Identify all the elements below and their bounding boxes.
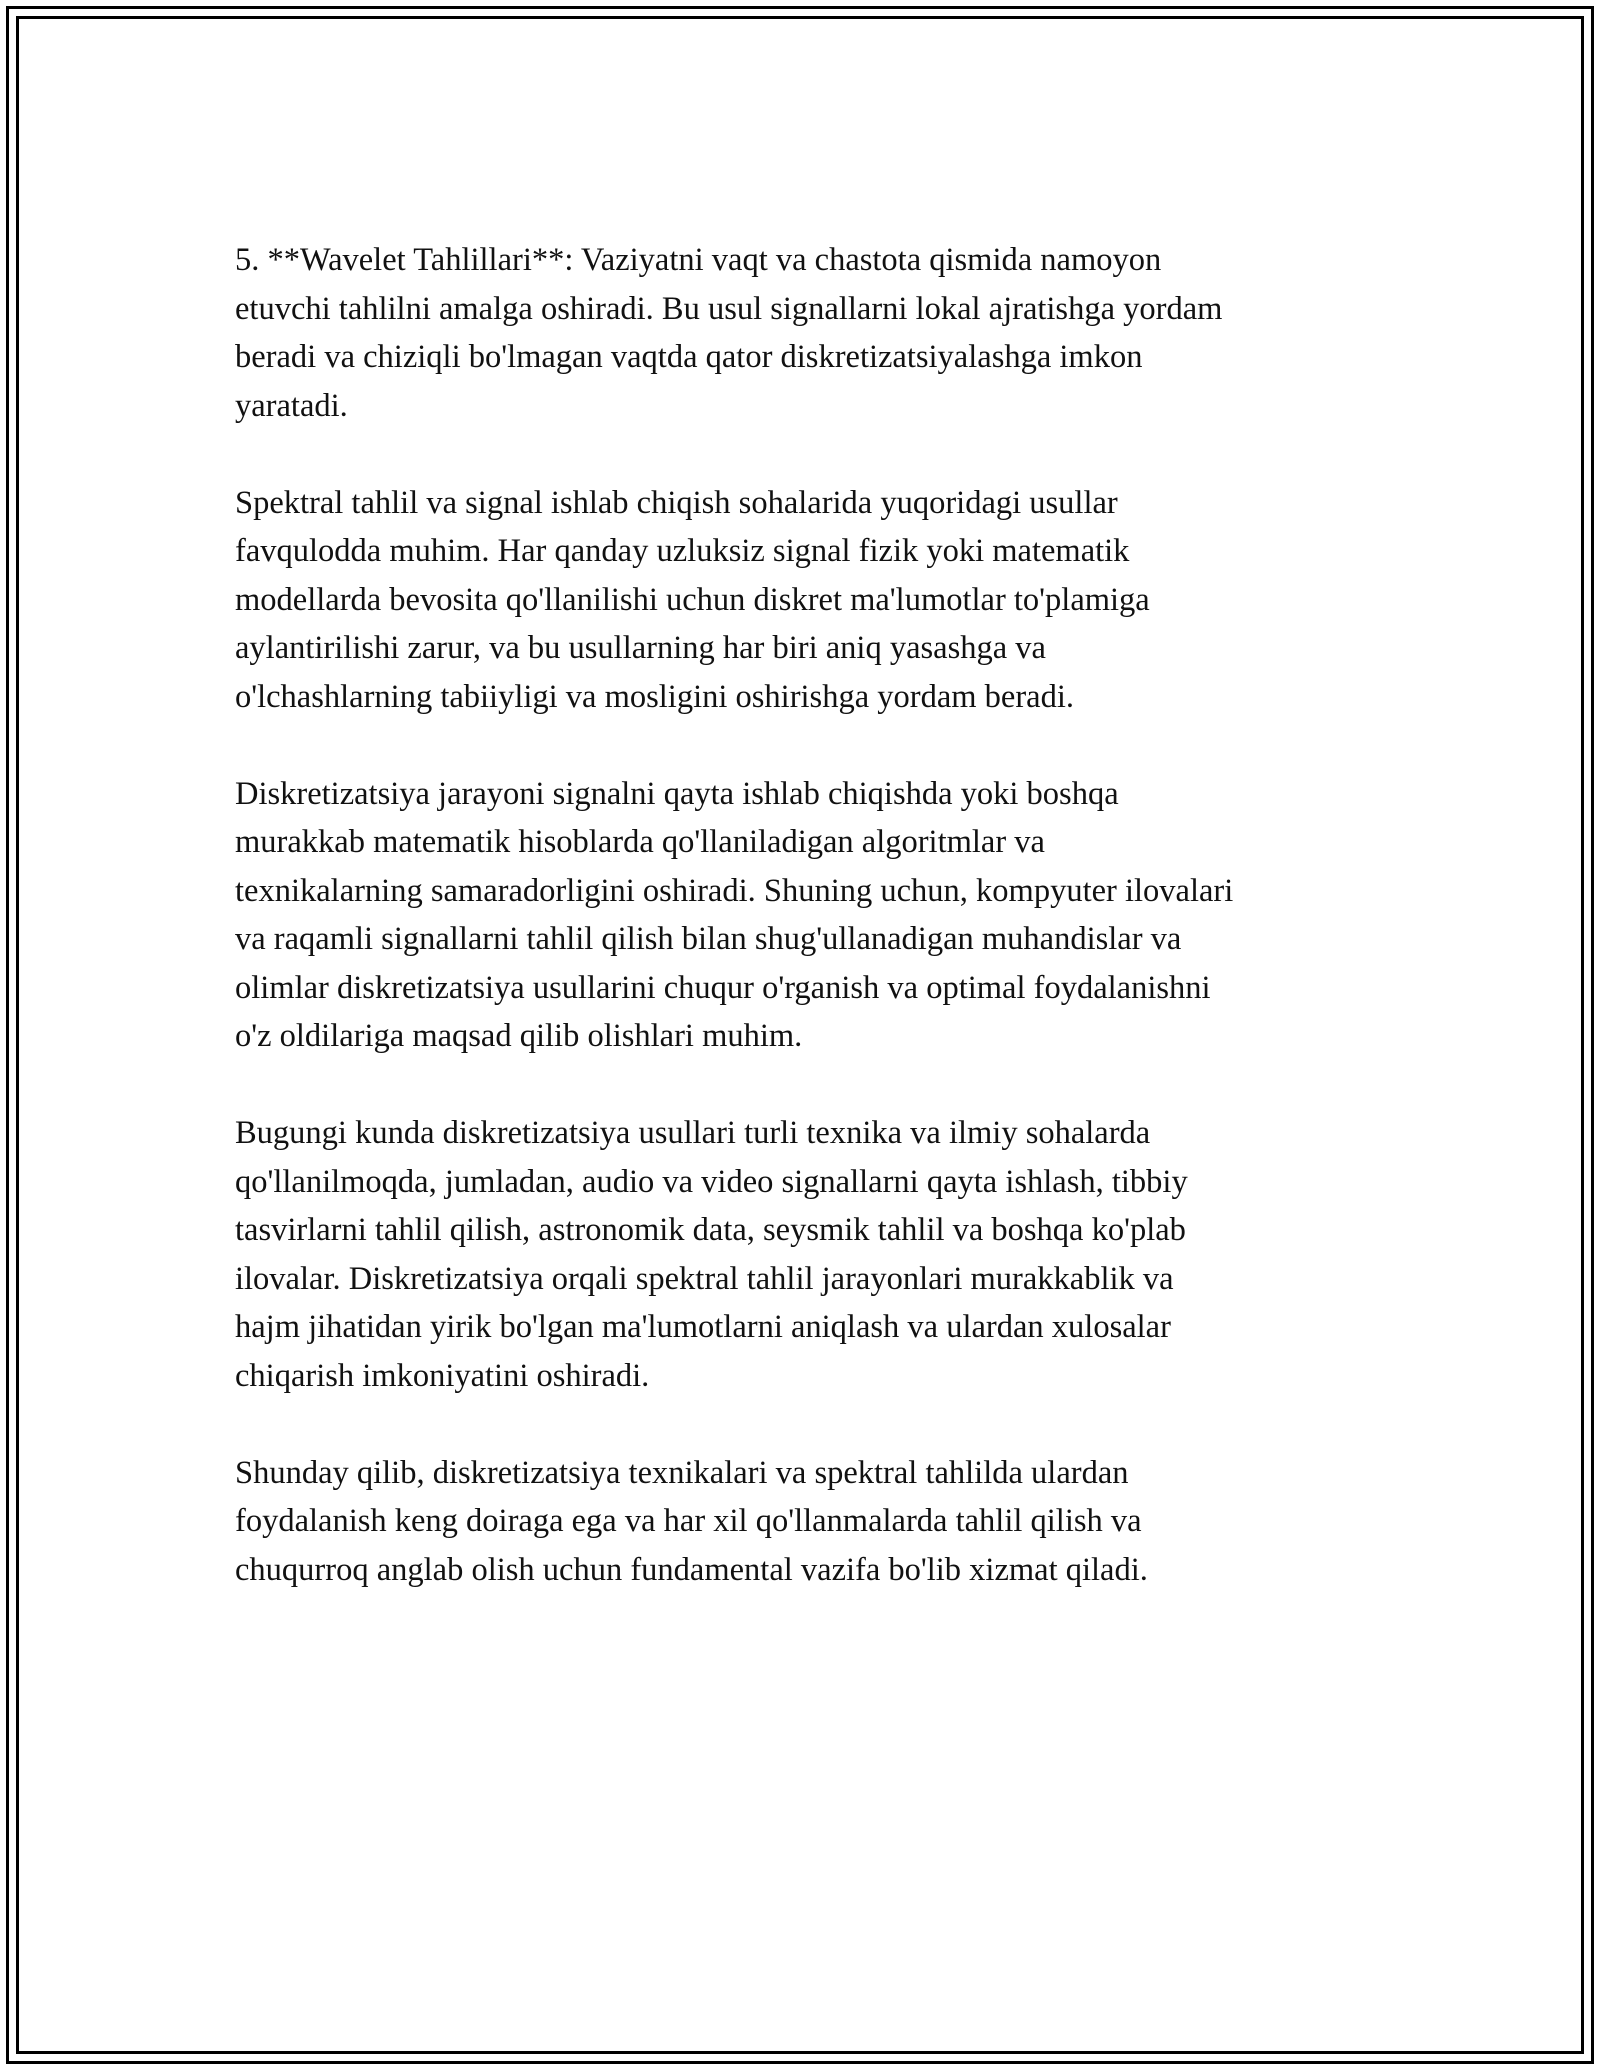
paragraph-applications: Bugungi kunda diskretizatsiya usullari turli texnika va ilmiy sohalarda qo'llanilmoqda, jumladan, audio va video signallarni qayta ishlash, tibbiy tasvirlarni tahlil qilish, astronomik data, seysmik tahlil va boshqa ko'plab ilovalar. Diskretizatsiya orqali spektral tahlil jarayonlari murakkablik va hajm jihatidan yirik bo'lgan ma'lumotlarni aniqlash va ulardan xulosalar chiqarish imkoniyatini oshiradi. [235,1115,1188,1394]
paragraph-conclusion: Shunday qilib, diskretizatsiya texnikalari va spektral tahlilda ulardan foydalanish keng doiraga ega va har xil qo'llanmalarda tahlil qilish va chuqurroq anglab olish uchun fundamental vazifa bo'lib xizmat qiladi. [235,1454,1148,1588]
paragraph-spectral-importance: Spektral tahlil va signal ishlab chiqish sohalarida yuqoridagi usullar favqulodda muhim. Har qanday uzluksiz signal fizik yoki matematik modellarda bevosita qo'llanilishi uchun diskret ma'lumotlar to'plamiga aylantirilishi zarur, va bu usullarning har biri aniq yasashga va o'lchashlarning tabiiyligi va mosligini oshirishga yordam beradi. [235,484,1150,715]
paragraph-discretization-process: Diskretizatsiya jarayoni signalni qayta ishlab chiqishda yoki boshqa murakkab matematik hisoblarda qo'llaniladigan algoritmlar va texnikalarning samaradorligini oshiradi. Shuning uchun, kompyuter ilovalari va raqamli signallarni tahlil qilish bilan shug'ullanadigan muhandislar va olimlar diskretizatsiya usullarini chuqur o'rganish va optimal foydalanishni o'z oldilariga maqsad qilib olishlari muhim. [235,775,1234,1054]
paragraph-wavelet: 5. **Wavelet Tahlillari**: Vaziyatni vaqt va chastota qismida namoyon etuvchi tahlilni amalga oshiradi. Bu usul signallarni lokal ajratishga yordam beradi va chiziqli bo'lmagan vaqtda qator diskretizatsiyalashga imkon yaratadi. [235,242,1223,424]
document-body [235,236,1375,1643]
